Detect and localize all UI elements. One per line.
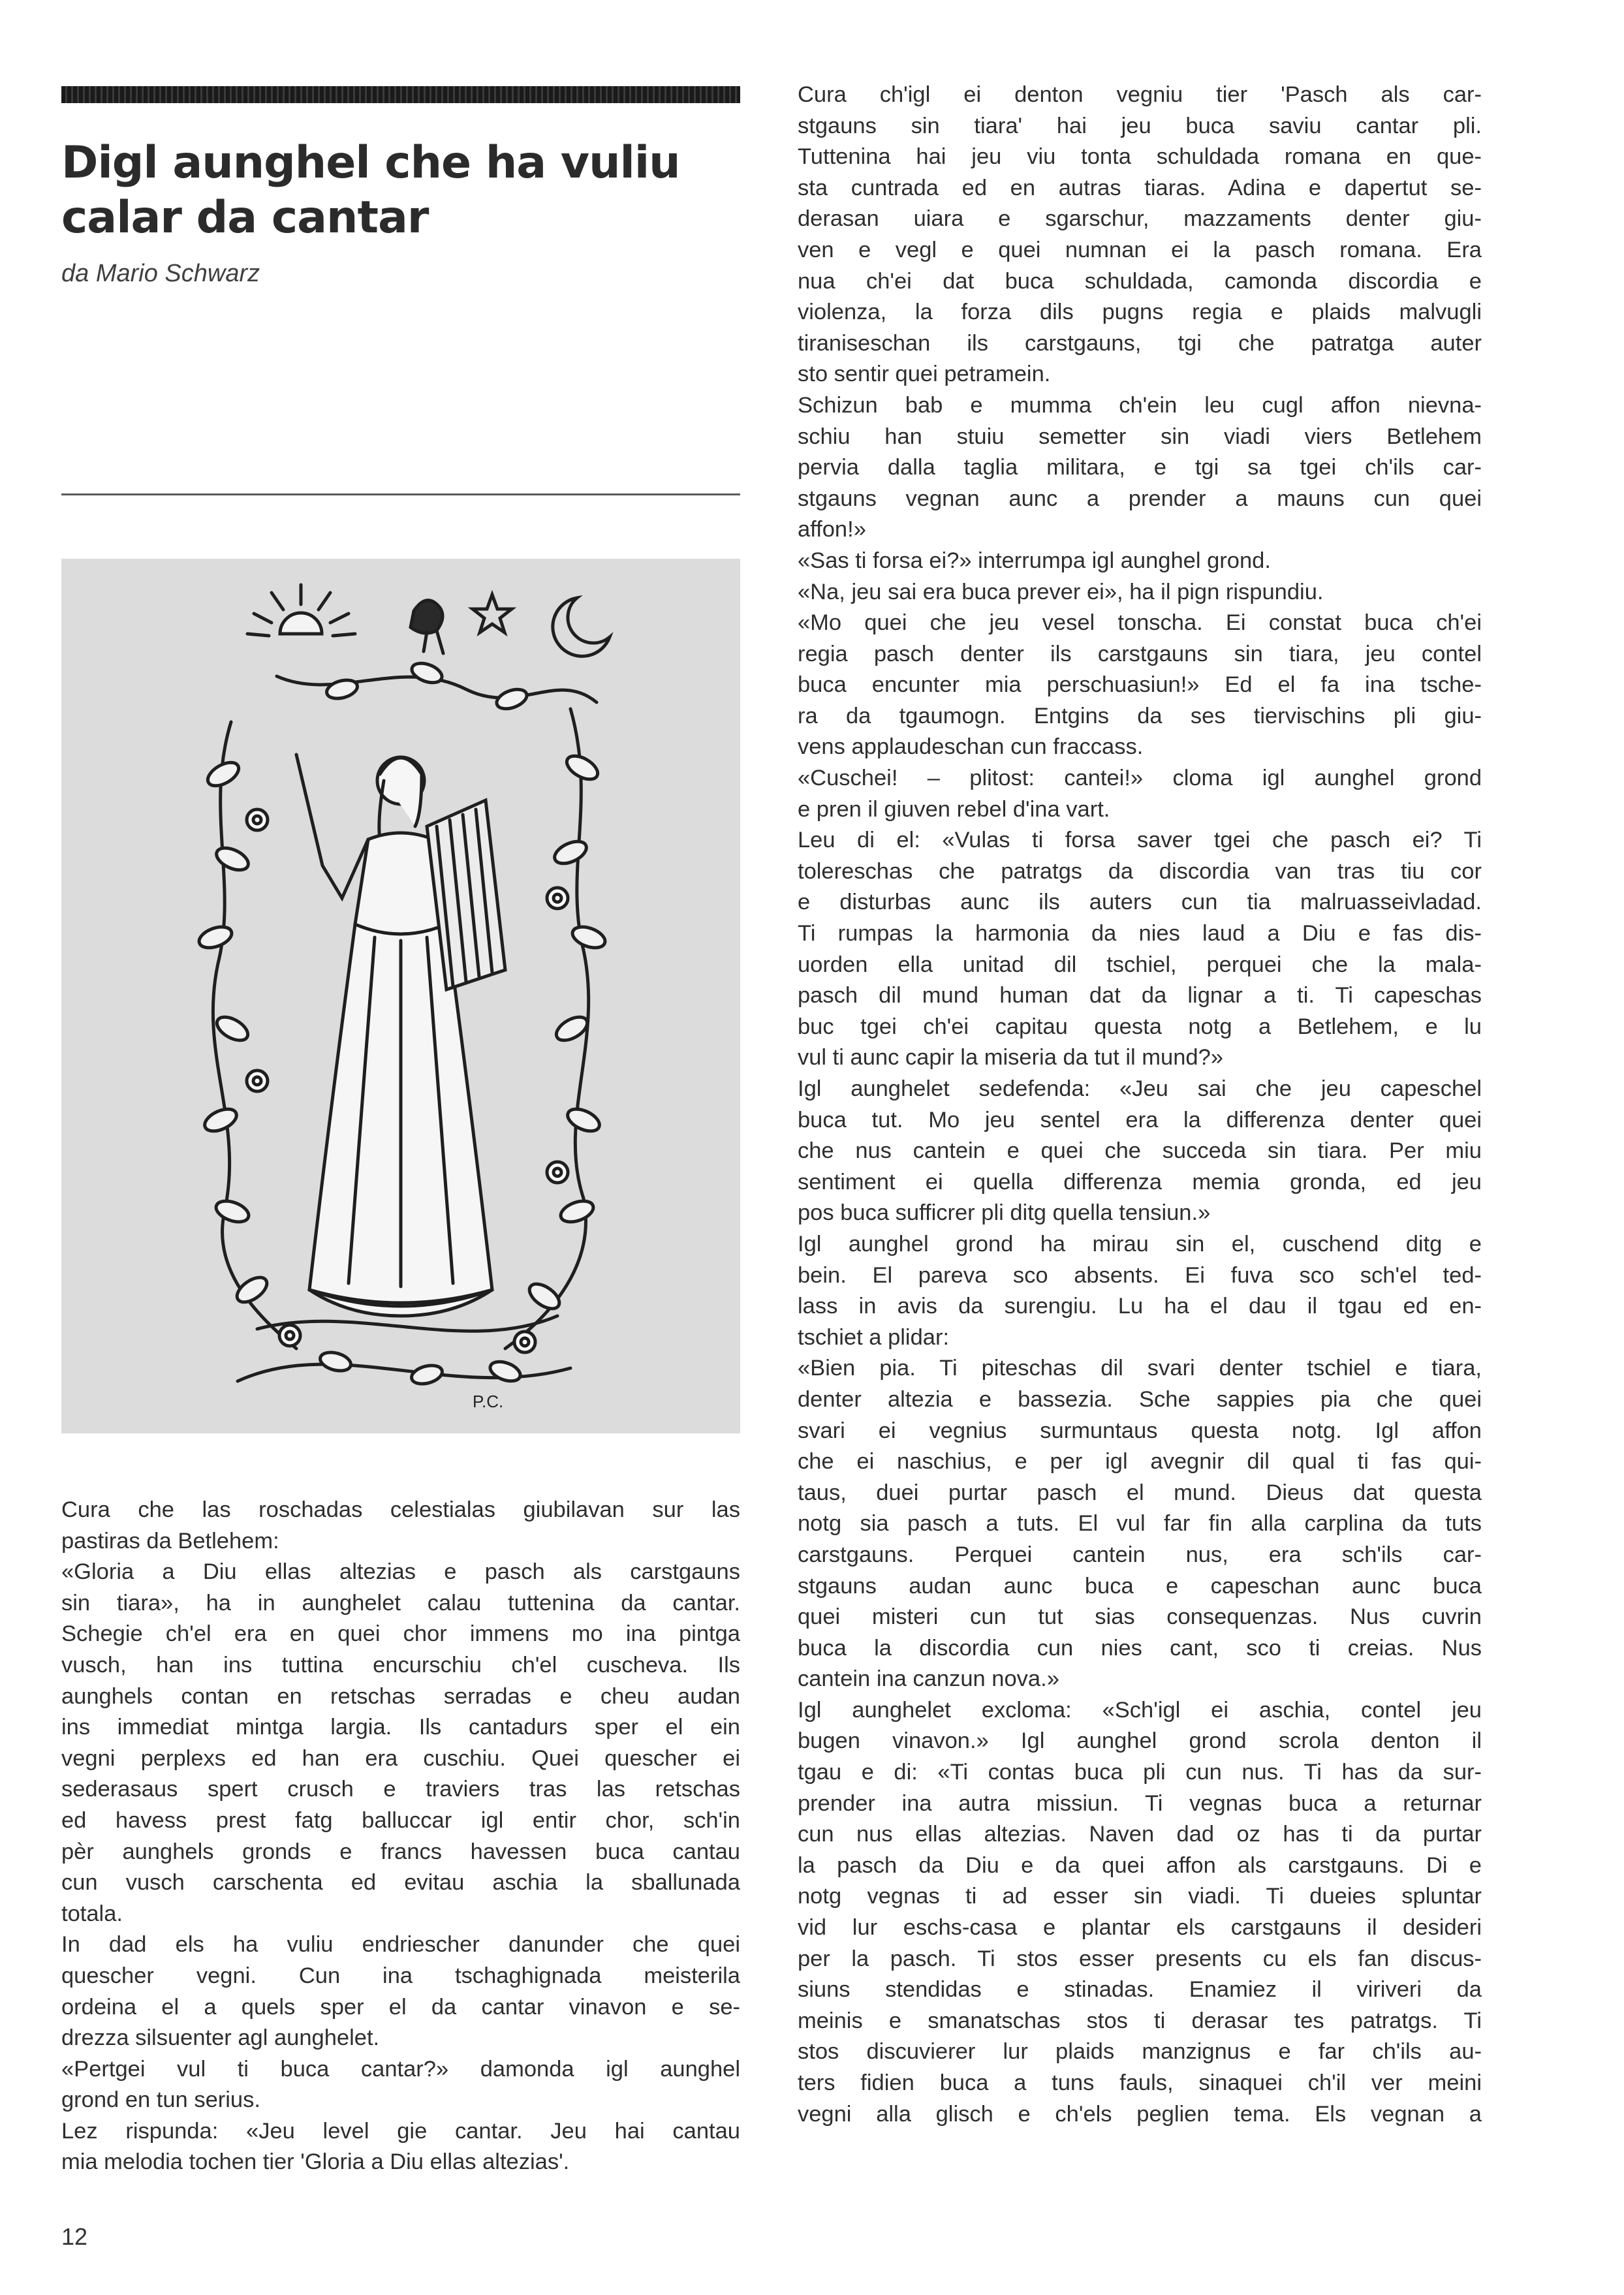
text-line: che ei naschius, e per igl avegnir dil qual ti fas qui-: [798, 1449, 1482, 1475]
text-line: mia melodia tochen tier 'Gloria a Diu ellas altezias'.: [61, 2149, 570, 2175]
text-line: e disturbas aunc ils auters cun tia malruasseivladad.: [798, 890, 1482, 915]
text-line: Cura che las roschadas celestialas giubilavan sur las: [61, 1497, 740, 1522]
text-line: violenza, la forza dils pugns regia e plaids malvugli: [798, 300, 1482, 325]
text-line: siuns stendidas e stinadas. Enamiez il viriveri da: [798, 1977, 1482, 2003]
text-line: tgau e di: «Ti contas buca pli cun nus. Ti has da sur-: [798, 1760, 1482, 1785]
text-line: sin tiara», ha in aunghelet calau tuttenina da cantar.: [61, 1590, 740, 1616]
text-line: Igl aunghelet sedefenda: «Jeu sai che jeu capeschel: [798, 1076, 1482, 1101]
text-line: vegni perplexs ed han era cuschiu. Quei quescher ei: [61, 1745, 740, 1771]
right-text-column: [798, 80, 1482, 2130]
text-line: «Sas ti forsa ei?» interrumpa igl aunghel grond.: [798, 548, 1271, 573]
text-line: notg vegnas ti ad esser sin viadi. Ti dueies spluntar: [798, 1884, 1482, 1909]
text-line: Schegie ch'el era en quei chor immens mo ina pintga: [61, 1621, 740, 1647]
text-line: pasch dil mund human dat da lignar a ti. Ti capeschas: [798, 983, 1482, 1008]
text-line: «Gloria a Diu ellas altezias e pasch als carstgauns: [61, 1559, 740, 1585]
text-line: «Na, jeu sai era buca prever ei», ha il pign rispundiu.: [798, 579, 1324, 604]
text-line: stgauns sin tiara' hai jeu buca saviu cantar pli.: [798, 113, 1482, 138]
article-byline: da Mario Schwarz: [61, 260, 260, 287]
text-line: Lez rispunda: «Jeu level gie cantar. Jeu hai cantau: [61, 2118, 740, 2144]
text-line: «Pertgei vul ti buca cantar?» damonda igl aunghel: [61, 2056, 740, 2082]
text-line: denter altezia e bassezia. Sche sappies pia che quei: [798, 1386, 1482, 1412]
text-line: per la pasch. Ti stos esser presents cu els fan discus-: [798, 1946, 1482, 1971]
text-line: totala.: [61, 1901, 123, 1926]
text-line: pos buca sufficrer pli ditg quella tensiun.»: [798, 1200, 1211, 1226]
text-line: drezza silsuenter agl aunghelet.: [61, 2025, 380, 2051]
angel-woodcut-illustration: [61, 559, 740, 1433]
woodcut-drawing: [61, 559, 740, 1433]
text-line: «Mo quei che jeu vesel tonscha. Ei constat buca ch'ei: [798, 610, 1482, 636]
text-line: svari ei vegnius surmuntaus questa notg. Igl affon: [798, 1418, 1482, 1443]
text-line: vusch, han ins tuttina encurschiu ch'el cuscheva. Ils: [61, 1652, 740, 1678]
text-line: Cura ch'igl ei denton vegniu tier 'Pasch als car-: [798, 82, 1482, 107]
text-line: Leu di el: «Vulas ti forsa saver tgei che pasch ei? Ti: [798, 828, 1482, 853]
text-line: la pasch da Diu e da quei affon als carstgauns. Di e: [798, 1852, 1482, 1878]
text-line: buca tut. Mo jeu sentel era la differenza denter quei: [798, 1107, 1482, 1132]
text-line: Igl aunghelet excloma: «Sch'igl ei aschia, contel jeu: [798, 1697, 1482, 1723]
text-line: quescher vegni. Cun ina tschaghignada meisterila: [61, 1963, 740, 1988]
text-line: Schizun bab e mumma ch'ein leu cugl affon nievna-: [798, 392, 1482, 418]
text-line: In dad els ha vuliu endriescher danunder che quei: [61, 1932, 740, 1958]
star-icon: [473, 595, 512, 632]
title-line-1: Digl aunghel che ha vuliu: [61, 137, 680, 189]
text-line: bugen vinavon.» Igl aunghel grond scrola denton il: [798, 1728, 1482, 1754]
text-line: Tuttenina hai jeu viu tonta schuldada romana en que-: [798, 144, 1482, 170]
text-line: derasan uiara e sgarschur, mazzaments denter giu-: [798, 206, 1482, 232]
text-line: grond en tun serius.: [61, 2087, 260, 2113]
text-line: buca la discordia cun nies cant, sco ti creias. Nus: [798, 1635, 1482, 1661]
text-line: meinis e smanatschas stos ti derasar tes patratgs. Ti: [798, 2008, 1482, 2033]
title-line-2: calar da cantar: [61, 192, 429, 243]
text-line: ordeina el a quels sper el da cantar vinavon e se-: [61, 1994, 740, 2020]
text-line: ra da tgaumogn. Entgins da ses tiervischins pli giu-: [798, 703, 1482, 728]
text-line: aunghels contan en retschas serradas e cheu audan: [61, 1683, 740, 1709]
text-line: bein. El pareva sco absents. Ei fuva sco sch'el ted-: [798, 1262, 1482, 1288]
text-line: «Bien pia. Ti piteschas dil svari denter tschiel e tiara,: [798, 1356, 1482, 1381]
text-line: ins immediat mintga largia. Ils cantadurs sper el ein: [61, 1715, 740, 1740]
text-line: pastiras da Betlehem:: [61, 1528, 279, 1553]
text-line: vul ti aunc capir la miseria da tut il mund?»: [798, 1045, 1223, 1070]
text-line: lass in avis da surengiu. Lu ha el dau il tgau ed en-: [798, 1294, 1482, 1319]
text-line: buca encunter mia perschuasiun!» Ed el fa ina tsche-: [798, 672, 1482, 698]
text-line: ed havess prest fatg balluccar igl entir chor, sch'in: [61, 1807, 740, 1833]
bird-icon: [411, 601, 443, 653]
text-line: schiu han stuiu semetter sin viadi viers Betlehem: [798, 424, 1482, 449]
text-line: nua ch'ei dat buca schuldada, camonda discordia e: [798, 268, 1482, 294]
text-line: pèr aunghels gronds e francs havessen buca cantau: [61, 1839, 740, 1864]
text-line: sentiment ei quella differenza memia gronda, ed jeu: [798, 1169, 1482, 1194]
text-line: sto sentir quei petramein.: [798, 362, 1051, 387]
article-title: [61, 136, 753, 245]
text-line: prender ina autra missiun. Ti vegnas buca a returnar: [798, 1790, 1482, 1816]
text-line: e pren il giuven rebel d'ina vart.: [798, 796, 1110, 822]
moon-icon: [553, 598, 610, 656]
text-line: stgauns audan aunc buca e capeschan aunc buca: [798, 1573, 1482, 1599]
text-line: buc tgei ch'ei capitau questa notg a Betlehem, e lu: [798, 1014, 1482, 1039]
text-line: sederasaus spert crusch e traviers tras las retschas: [61, 1777, 740, 1802]
text-line: vegni alla glisch e ch'els peglien tema. Els vegnan a: [798, 2101, 1482, 2127]
text-line: vid lur eschs-casa e plantar els carstgauns il desideri: [798, 1915, 1482, 1941]
text-line: pervia dalla taglia militara, e tgi sa tgei ch'ils car-: [798, 455, 1482, 480]
left-text-column: [61, 1495, 740, 2178]
text-line: cun nus ellas altezias. Naven dad oz has ti da purtar: [798, 1822, 1482, 1847]
text-line: tiraniseschan ils carstgauns, tgi che patratga auter: [798, 330, 1482, 356]
text-line: Ti rumpas la harmonia da nies laud a Diu e fas dis-: [798, 921, 1482, 946]
text-line: taus, duei purtar pasch el mund. Dieus dat questa: [798, 1480, 1482, 1505]
text-line: uorden ella unitad dil tschiel, perquei che la mala-: [798, 952, 1482, 977]
text-line: stos discuvierer lur plaids manzignus e far ch'ils au-: [798, 2039, 1482, 2065]
text-line: quei misteri cun tut sias consequenzas. Nus cuvrin: [798, 1604, 1482, 1630]
header-rule-bar: [61, 86, 740, 103]
text-line: notg sia pasch a tuts. El vul far fin alla carplina da tuts: [798, 1511, 1482, 1537]
text-line: vens applaudeschan cun fraccass.: [798, 734, 1144, 760]
illustration-signature: P.C.: [473, 1392, 504, 1411]
text-line: sta cuntrada ed en autras tiaras. Adina e dapertut se-: [798, 175, 1482, 200]
section-divider: [61, 493, 740, 495]
page-number: 12: [61, 2223, 88, 2250]
text-line: Igl aunghel grond ha mirau sin el, cuschend ditg e: [798, 1231, 1482, 1257]
text-line: che nus cantein e quei che succeda sin tiara. Per miu: [798, 1138, 1482, 1164]
text-line: tolereschas che patratgs da discordia van tras tiu cor: [798, 858, 1482, 884]
text-line: regia pasch denter ils carstgauns sin tiara, jeu contel: [798, 641, 1482, 666]
sun-icon: [247, 585, 355, 636]
text-line: ven e vegl e quei numnan ei la pasch romana. Era: [798, 237, 1482, 262]
text-line: ters fidien buca a tuns fauls, sinaquei ch'il ver meini: [798, 2070, 1482, 2095]
text-line: affon!»: [798, 517, 866, 542]
text-line: cantein ina canzun nova.»: [798, 1666, 1059, 1692]
text-line: carstgauns. Perquei cantein nus, era sch'ils car-: [798, 1542, 1482, 1567]
text-line: «Cuschei! – plitost: cantei!» cloma igl aunghel grond: [798, 766, 1482, 791]
text-line: tschiet a plidar:: [798, 1324, 950, 1350]
text-line: cun vusch carschenta ed evitau aschia la sballunada: [61, 1870, 740, 1896]
text-line: stgauns vegnan aunc a prender a mauns cun quei: [798, 486, 1482, 511]
